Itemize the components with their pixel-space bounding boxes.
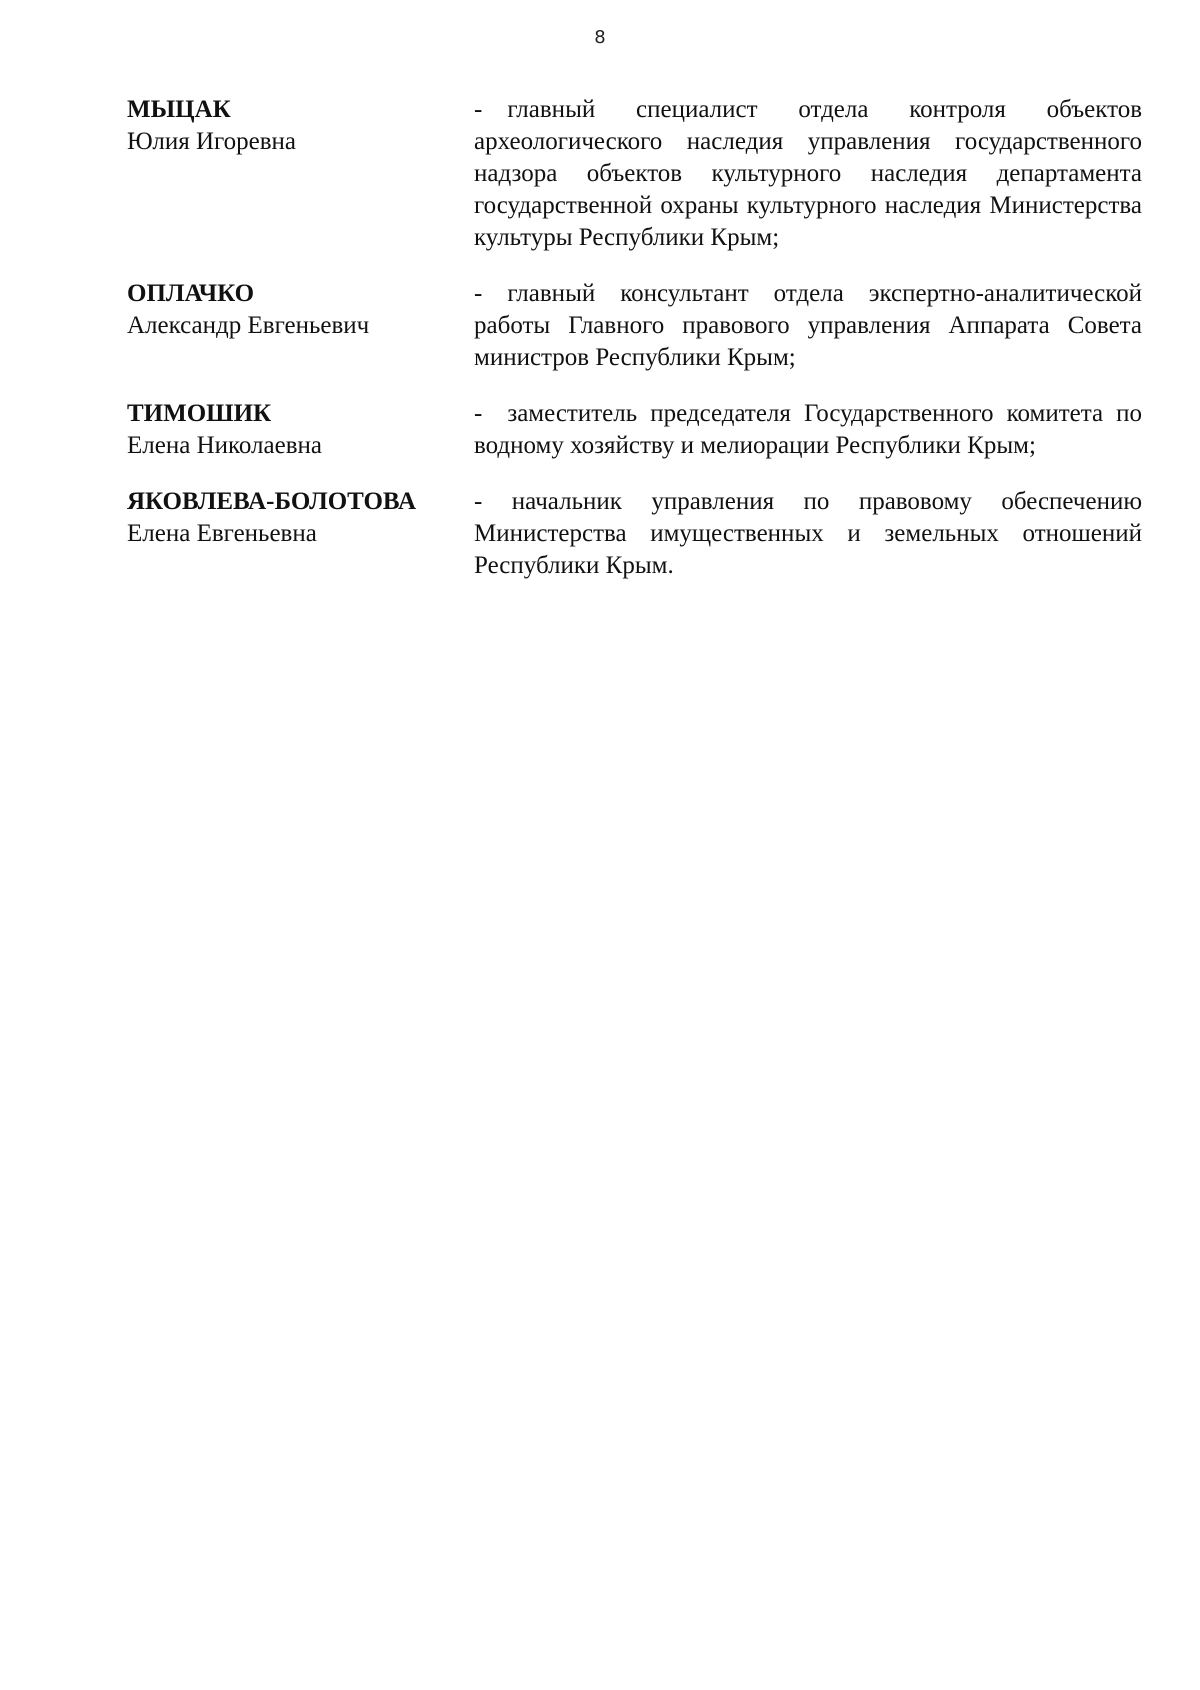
- member-name: [127, 278, 474, 342]
- member-surname: ЯКОВЛЕВА-БОЛОТОВА: [127, 488, 417, 515]
- member-position: - главный специалист отдела контроля объектов археологического наследия управления государственного надзора объектов культурного наследия департамента государственной охраны культурного наследия Министерства культуры Республики Крым;: [474, 96, 1142, 251]
- member-position: - главный консультант отдела экспертно-аналитической работы Главного правового управления Аппарата Совета министров Республики Крым;: [474, 280, 1142, 371]
- member-given-names: Александр Евгеньевич: [127, 312, 370, 339]
- member-surname: МЫЦАК: [127, 96, 231, 123]
- member-position: - заместитель председателя Государственного комитета по водному хозяйству и мелиорации Республики Крым;: [474, 400, 1142, 459]
- member-surname: ОПЛАЧКО: [127, 280, 255, 307]
- member-name: [127, 94, 474, 158]
- member-entry: [127, 94, 1142, 254]
- member-position: - начальник управления по правовому обеспечению Министерства имущественных и земельных отношений Республики Крым.: [474, 488, 1142, 579]
- member-name: [127, 486, 474, 550]
- member-entry: [127, 278, 1142, 374]
- members-list: [127, 94, 1142, 606]
- page-number: 8: [594, 27, 606, 48]
- member-entry: [127, 486, 1142, 582]
- member-entry: [127, 398, 1142, 462]
- member-given-names: Юлия Игоревна: [127, 128, 297, 155]
- member-given-names: Елена Евгеньевна: [127, 520, 317, 547]
- member-given-names: Елена Николаевна: [127, 432, 322, 459]
- member-name: [127, 398, 474, 462]
- member-surname: ТИМОШИК: [127, 400, 272, 427]
